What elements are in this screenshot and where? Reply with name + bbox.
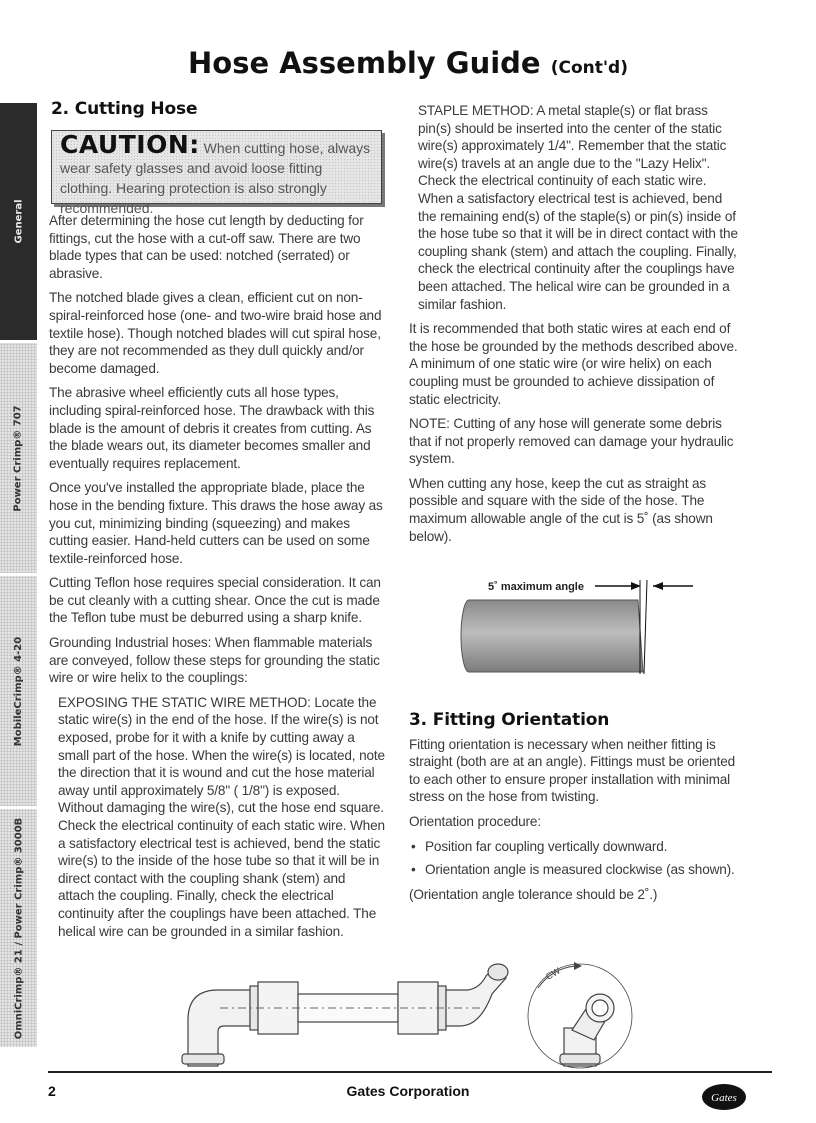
right-elbow-nut: [488, 964, 508, 980]
paragraph: The abrasive wheel efficiently cuts all hose types, including spiral-reinforced hose. The drawback with this blade is the amount of debris it creates from cutting. As the blade wears out, its diameter becomes smaller and eventually requires replacement.: [49, 385, 375, 471]
side-tab-mobilecrimp-4-20[interactable]: [0, 576, 37, 806]
side-tab-general[interactable]: [0, 103, 37, 340]
end-view-nut: [560, 1054, 600, 1064]
paragraph-static-wire-method: EXPOSING THE STATIC WIRE METHOD: Locate the static wire(s) in the end of the hose. If the wire(s) is not exposed, probe for it with a knife by cutting away a small part of the hose. When the wire(s) is located, note the direction that it is wound and cut the hose material away until approximately 5/8" ( 1/8") is exposed. Without damaging the wire(s), cut the hose end square. Check the electrical continuity of each static wire. When a satisfactory electrical test is achieved, bend the static wire(s) to the inside of the hose tube so that it will be in direct contact with the coupling shank (stem) and attach the coupling. Finally, check the electrical continuity after the couplings have been attached. The helical wire can be grounded in a similar fashion.: [58, 694, 385, 939]
right-column: [409, 102, 739, 552]
paragraph: Cutting Teflon hose requires special consideration. It can be cut cleanly with a cutting shear. Once the cut is made the Teflon tube must be deburred using a sharp knife.: [49, 575, 381, 626]
figure-label: 5˚ maximum angle: [488, 581, 584, 593]
caution-word: CAUTION:: [60, 130, 200, 159]
paragraph: After determining the hose cut length by deducting for fittings, cut the hose with a cut-off saw. There are two blade types that can be used: notched (serrated) or abrasive.: [49, 213, 364, 281]
end-view-port-inner: [592, 1000, 608, 1016]
right-column-section3: [409, 712, 739, 910]
side-tab-omnicrimp-21[interactable]: [0, 809, 37, 1047]
hose-body: [461, 600, 643, 672]
page-number: 2: [48, 1083, 56, 1099]
side-tab-label: MobileCrimp® 4-20: [13, 636, 24, 746]
paragraph-staple-method: STAPLE METHOD: A metal staple(s) or flat brass pin(s) should be inserted into the center of the static wire(s) approximately 1/4". Remember that the static wire(s) travels at an angle due to the "Lazy Helix". Check the electrical continuity of each static wire. When a satisfactory electrical test is achieved, bend the remaining end(s) of the staple(s) or pin(s) inside of the hose tube so that it will be in direct contact with the coupling shank (stem) and attach the coupling. Finally, check the electrical continuity after the couplings have been attached. The helical wire can be grounded in a similar fashion.: [418, 103, 738, 312]
footer-rule: [48, 1071, 772, 1073]
paragraph: Grounding Industrial hoses: When flammable materials are conveyed, follow these steps for grounding the static wire or wire helix to the couplings:: [49, 635, 380, 686]
section-heading-fitting-orientation: 3. Fitting Orientation: [409, 710, 610, 730]
angled-cut-line: [644, 580, 647, 674]
paragraph: The notched blade gives a clean, efficient cut on non-spiral-reinforced hose (one- and two-wire braid hose and textile hose). Though notched blades will cut spiral hose, they are not recommended as they dull quickly and/or become damaged.: [49, 290, 382, 376]
paragraph: When cutting any hose, keep the cut as straight as possible and square with the side of the hose. The maximum allowable angle of the cut is 5˚ (as shown below).: [409, 475, 713, 544]
left-column: [51, 101, 385, 119]
side-tab-label: OmniCrimp® 21 / Power Crimp® 3000B: [13, 817, 25, 1039]
paragraph: It is recommended that both static wires at each end of the hose be grounded by the methods described above. A minimum of one static wire (or wire helix) on each coupling must be grounded to achieve dissipation of static electricity.: [409, 321, 738, 407]
logo-wordmark: Gates: [711, 1092, 737, 1104]
paragraph: Orientation procedure:: [409, 813, 541, 829]
side-tab-label: Power Crimp® 707: [13, 404, 25, 512]
page-title: Hose Assembly Guide (Cont'd): [188, 46, 628, 80]
cw-label: CW: [544, 965, 562, 982]
section-heading-cutting-hose: 2. Cutting Hose: [51, 99, 198, 119]
side-tab-label: General: [13, 199, 24, 244]
left-elbow-nut: [182, 1054, 224, 1064]
paragraph: Fitting orientation is necessary when neither fitting is straight (both are at an angle). Fittings must be oriented to each other to ensure proper installation with minimal stress on the hose from twisting.: [409, 736, 736, 805]
arrow-left-icon: [653, 582, 663, 590]
company-name: Gates Corporation: [346, 1083, 470, 1099]
paragraph: NOTE: Cutting of any hose will generate some debris that if not properly removed can damage your hydraulic system.: [409, 416, 734, 467]
bullet-list: [409, 838, 739, 879]
side-tab-power-crimp-707[interactable]: [0, 343, 37, 573]
list-item: • Orientation angle is measured clockwise (as shown).: [409, 861, 739, 879]
cw-arrow-icon: [574, 962, 582, 970]
caution-text: When cutting hose, always wear safety glasses and avoid loose fitting clothing. Hearing protection is also strongly recommended.: [60, 140, 371, 216]
paragraph: (Orientation angle tolerance should be 2˚.): [409, 886, 658, 902]
left-column-text: [49, 212, 385, 947]
caution-box: [51, 130, 382, 216]
fitting-orientation-figure: [180, 958, 640, 1070]
list-item: • Position far coupling vertically downward.: [409, 838, 739, 856]
paragraph: Once you've installed the appropriate blade, place the hose in the bending fixture. This draws the hose away as you cut, minimizing binding (squeezing) and makes cutting easier. Hand-held cutters can be used on some textile-reinforced hose.: [49, 480, 383, 566]
cut-angle-figure: [455, 572, 705, 682]
gates-logo: [701, 1082, 747, 1112]
